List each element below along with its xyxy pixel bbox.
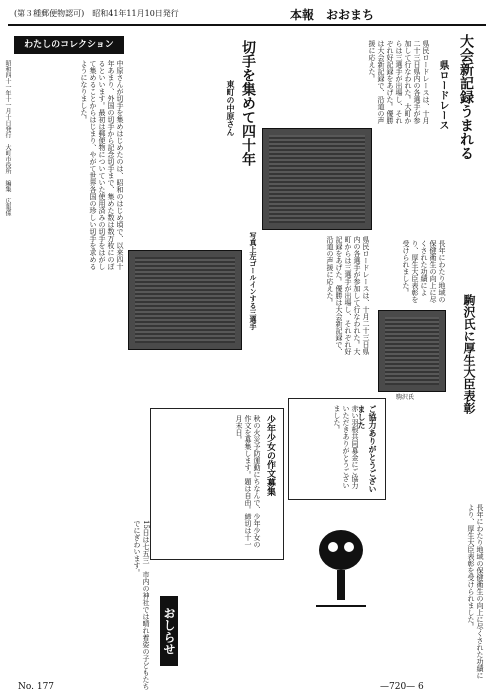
issue-number: No. 177 [18, 682, 55, 692]
collection-body: 中原さんが切手を集めはじめたのは、昭和のはじめ頃で、以来四十年あまり、外国の切手から記念切手まで、集めた数は数万枚にのぼるといいます。最初は郵便物についていた使用済みの切手をはがして集めることからはじまり、やがて世界各国の珍しい切手を求めるようになりました。 [80, 60, 124, 270]
right-bottom-body: 長年にわたり地域の保健衛生の向上に尽くされた功績により、厚生大臣表彰を受けられました。 [467, 504, 484, 679]
collection-headline: 切手を集めて四十年 [240, 40, 256, 166]
collection-banner: わたしのコレクション [14, 36, 124, 54]
award-body: 長年にわたり地域の保健衛生の向上に尽くされた功績により、厚生大臣表彰を受けられました。 [402, 240, 446, 303]
relay-body-cont: 県民ロードレースは、十月二十三日県内の各選手が参加して行なわれた。大町からは三選手が出場し、それぞれ好記録をあげた。優勝は大会新記録で、沿道の声援に応えた。 [326, 236, 370, 355]
contest-title: 少年少女の作文募集 [265, 415, 275, 496]
contest-body: 秋の火災予防運動にちなんで、少年少女の作文を募集します。題は自由。締切は十一月末日。 [235, 415, 261, 548]
komazawa-portrait [378, 310, 446, 392]
relay-photo [262, 128, 372, 230]
page-number: —720— 6 [380, 682, 424, 692]
newsletter-title: 本報 おおまち [290, 8, 375, 22]
postal-notice: (第３種郵便物認可) 昭和41年11月10日発行 [14, 9, 179, 18]
thanks-title: ご協力ありがとうございました [357, 405, 378, 493]
portrait-name: 駒沢氏 [396, 394, 415, 401]
thanks-body: 赤い羽根共同募金にご協力いただきありがとうございました。 [333, 405, 359, 489]
relay-body: 県民ロードレースは、十月二十三日県内の各選手が参加して行なわれた。大町からは三選手が出場し、それぞれ好記録をあげた。優勝は大会新記録で、沿道の声援に応えた。 [368, 40, 430, 124]
award-headline: 駒沢氏に厚生大臣表彰 [462, 294, 476, 414]
collector-photo [128, 250, 242, 350]
relay-caption: 写真上左ゴールインする三選手 [249, 232, 258, 330]
colophon: 昭和四十一年十一月十日発行 大町市役所 編集 広報係 [4, 60, 11, 216]
relay-headline: 大会新記録うまれる [458, 34, 474, 160]
calendar-body: 15日は七五三 市内の神社では晴れ着姿の子どもたちでにぎわいます。 [133, 520, 150, 690]
contest-box [150, 408, 284, 560]
relay-subhead: 県ロードレース [437, 60, 448, 130]
header-rule [8, 24, 486, 26]
thanks-box [288, 398, 386, 500]
collection-byline: 東町の中原さん [226, 80, 236, 136]
calendar-title: おしらせ [160, 596, 178, 666]
mascot-icon [306, 520, 376, 610]
mascot-illustration [306, 520, 376, 610]
